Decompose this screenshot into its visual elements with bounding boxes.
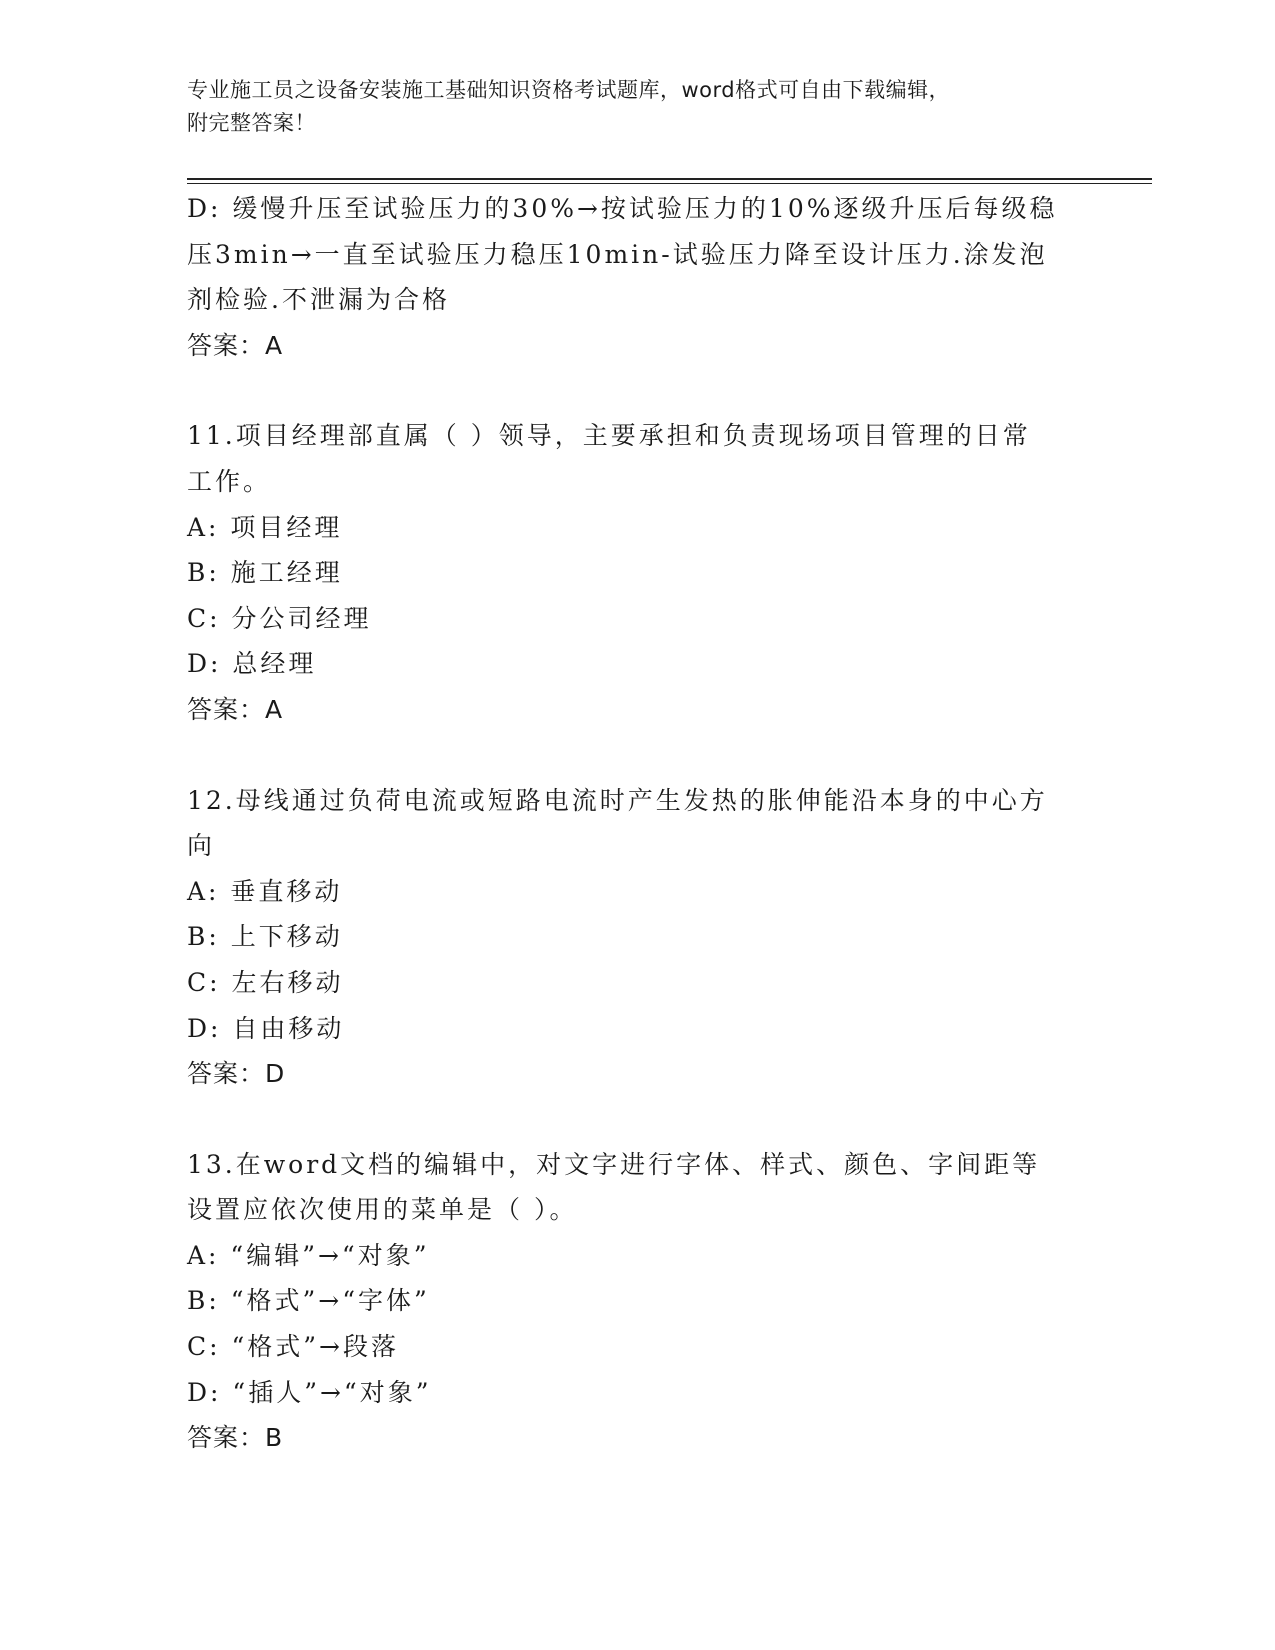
question-stem-line-1: 12.母线通过负荷电流或短路电流时产生发热的胀伸能沿本身的中心方 [187,785,1048,815]
previous-question-tail [187,186,1067,368]
option-d-line-3: 剂检验.不泄漏为合格 [187,285,450,315]
spacer [187,368,1067,413]
option-d: D: 总经理 [187,649,317,679]
header-divider-thin [187,183,1152,184]
header-line-1: 专业施工员之设备安装施工基础知识资格考试题库，word格式可自由下载编辑， [187,78,951,102]
question-stem-line-2: 向 [187,831,216,861]
document-body [187,186,1067,1461]
option-a: A: “编辑”→“对象” [187,1240,430,1270]
document-header [187,74,1067,140]
option-b: B: “格式”→“字体” [187,1286,430,1316]
option-c: C: 分公司经理 [187,603,372,633]
option-d-line-1: D: 缓慢升压至试验压力的30%→按试验压力的10%逐级升压后每级稳 [187,194,1058,223]
header-divider-thick [187,178,1152,180]
answer-label: 答案：A [187,330,284,360]
option-a: A: 垂直移动 [187,876,343,906]
answer-label: 答案：D [187,1059,286,1089]
question-12 [187,778,1067,1097]
option-a: A: 项目经理 [187,512,343,542]
option-d-line-2: 压3min→一直至试验压力稳压10min-试验压力降至设计压力.涂发泡 [187,239,1048,269]
spacer [187,733,1067,778]
question-stem-line-2: 设置应依次使用的菜单是（ ）。 [187,1195,578,1225]
header-line-2: 附完整答案！ [187,111,316,135]
question-stem-line-1: 13.在word文档的编辑中，对文字进行字体、样式、颜色、字间距等 [187,1149,1041,1179]
question-11 [187,413,1067,732]
question-stem-line-2: 工作。 [187,466,272,496]
option-c: C: 左右移动 [187,967,344,997]
answer-label: 答案：B [187,1423,284,1453]
option-d: D: “插人”→“对象” [187,1377,432,1407]
answer-label: 答案：A [187,694,284,724]
option-d: D: 自由移动 [187,1013,345,1043]
option-c: C: “格式”→段落 [187,1332,400,1362]
question-stem-line-1: 11.项目经理部直属（ ）领导，主要承担和负责现场项目管理的日常 [187,421,1031,451]
spacer [187,1097,1067,1142]
option-b: B: 上下移动 [187,922,343,952]
question-13 [187,1142,1067,1461]
option-b: B: 施工经理 [187,558,343,588]
